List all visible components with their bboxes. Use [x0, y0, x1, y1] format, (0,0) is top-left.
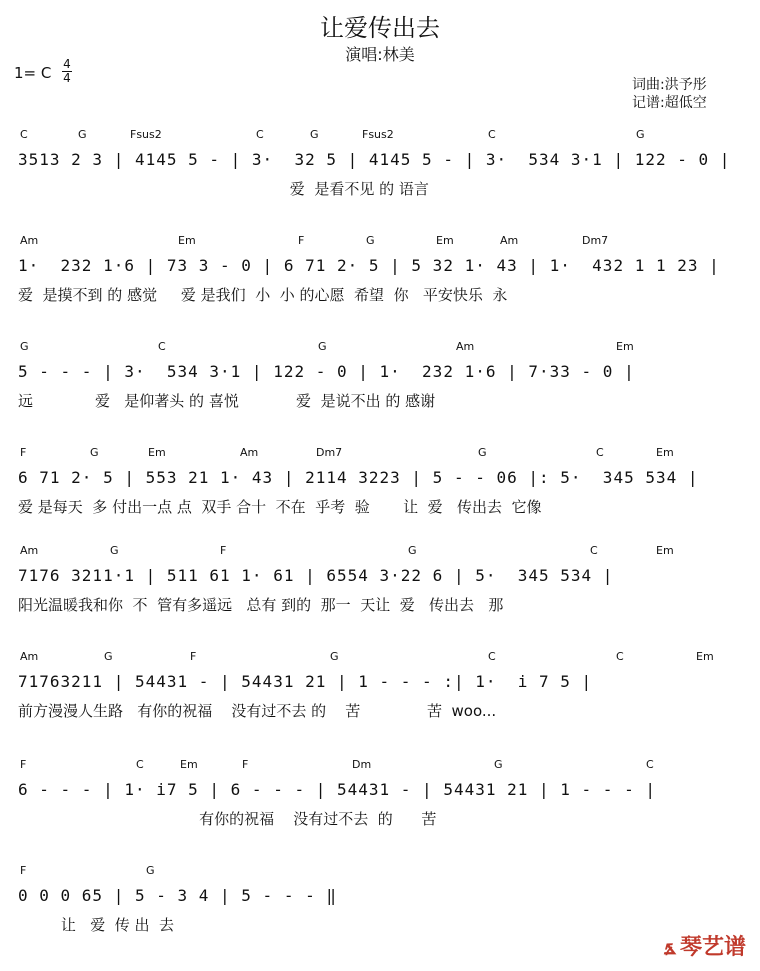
site-logo: [664, 930, 746, 961]
chord-symbol: G: [478, 446, 487, 459]
chord-symbol: Em: [616, 340, 634, 353]
lyric-line: 远 爱 是仰著头 的 喜悦 爱 是说不出 的 感谢: [18, 392, 436, 410]
lyric-line: 爱 是每天 多 付出一点 点 双手 合十 不在 乎考 验 让 爱 传出去 它像: [18, 498, 542, 516]
chord-symbol: F: [20, 758, 27, 771]
credits: [632, 76, 707, 112]
chord-symbol: G: [366, 234, 375, 247]
chord-symbol: Am: [20, 234, 39, 247]
notation-line: 6 - - - | 1· i7 5 | 6 - - - | 54431 - | 54431 21 | 1 - - - |: [18, 780, 656, 799]
chord-symbol: G: [494, 758, 503, 771]
key-signature: 1= C: [14, 64, 52, 82]
chord-symbol: C: [20, 128, 28, 141]
chord-symbol: G: [90, 446, 99, 459]
chord-symbol: F: [20, 446, 27, 459]
logo-icon: ⦩: [663, 934, 676, 960]
chord-symbol: C: [488, 128, 496, 141]
time-bottom: 4: [63, 71, 71, 85]
notation-line: 5 - - - | 3· 534 3·1 | 122 - 0 | 1· 232 1·6 | 7·33 - 0 |: [18, 362, 635, 381]
chord-symbol: C: [590, 544, 598, 557]
lyricist: 词曲:洪予彤: [632, 77, 707, 93]
chord-symbol: Em: [148, 446, 166, 459]
chord-symbol: C: [646, 758, 654, 771]
lyric-line: 爱 是看不见 的 语言: [18, 180, 429, 198]
transcriber: 记谱:超低空: [632, 95, 707, 111]
chord-symbol: Am: [20, 650, 39, 663]
notation-line: 6 71 2· 5 | 553 21 1· 43 | 2114 3223 | 5 - - 06 |: 5· 345 534 |: [18, 468, 699, 487]
chord-symbol: G: [146, 864, 155, 877]
chord-symbol: G: [310, 128, 319, 141]
chord-symbol: G: [330, 650, 339, 663]
song-title: 让爱传出去: [320, 14, 440, 42]
chord-symbol: Dm: [352, 758, 372, 771]
chord-symbol: Dm7: [582, 234, 609, 247]
chord-symbol: Em: [696, 650, 714, 663]
lyric-line: 爱 是摸不到 的 感觉 爱 是我们 小 小 的心愿 希望 你 平安快乐 永: [18, 286, 508, 304]
chord-symbol: G: [318, 340, 327, 353]
chord-symbol: Am: [500, 234, 519, 247]
chord-symbol: C: [158, 340, 166, 353]
lyric-line: 让 爱 传 出 去: [18, 916, 175, 934]
chord-symbol: Em: [436, 234, 454, 247]
chord-symbol: F: [190, 650, 197, 663]
lyric-line: 前方漫漫人生路 有你的祝福 没有过不去 的 苦 苦 woo...: [18, 702, 497, 720]
time-top: 4: [63, 57, 71, 71]
chord-symbol: Em: [180, 758, 198, 771]
time-signature: [62, 58, 72, 85]
chord-symbol: Fsus2: [130, 128, 162, 141]
chord-symbol: G: [110, 544, 119, 557]
chord-symbol: G: [20, 340, 29, 353]
notation-line: 3513 2 3 | 4145 5 - | 3· 32 5 | 4145 5 - | 3· 534 3·1 | 122 - 0 |: [18, 150, 731, 169]
notation-line: 0 0 0 65 | 5 - 3 4 | 5 - - - ‖: [18, 886, 337, 905]
chord-symbol: G: [78, 128, 87, 141]
chord-symbol: G: [408, 544, 417, 557]
lyric-line: 有你的祝福 没有过不去 的 苦: [18, 810, 437, 828]
chord-symbol: C: [596, 446, 604, 459]
chord-symbol: Am: [20, 544, 39, 557]
chord-symbol: Dm7: [316, 446, 343, 459]
chord-symbol: Em: [178, 234, 196, 247]
chord-symbol: C: [488, 650, 496, 663]
logo-text: 琴艺谱: [679, 935, 746, 960]
chord-symbol: C: [616, 650, 624, 663]
chord-symbol: G: [104, 650, 113, 663]
chord-symbol: Am: [456, 340, 475, 353]
chord-symbol: C: [256, 128, 264, 141]
singer-line: 演唱:林美: [345, 45, 415, 64]
notation-line: 7176 3211·1 | 511 61 1· 61 | 6554 3·22 6 | 5· 345 534 |: [18, 566, 614, 585]
chord-symbol: Am: [240, 446, 259, 459]
chord-symbol: Em: [656, 446, 674, 459]
chord-symbol: Fsus2: [362, 128, 394, 141]
chord-symbol: C: [136, 758, 144, 771]
chord-symbol: F: [220, 544, 227, 557]
chord-symbol: F: [20, 864, 27, 877]
chord-symbol: G: [636, 128, 645, 141]
chord-symbol: Em: [656, 544, 674, 557]
lyric-line: 阳光温暖我和你 不 管有多遥远 总有 到的 那一 天让 爱 传出去 那: [18, 596, 504, 614]
notation-line: 71763211 | 54431 - | 54431 21 | 1 - - - :| 1· i 7 5 |: [18, 672, 593, 691]
notation-line: 1· 232 1·6 | 73 3 - 0 | 6 71 2· 5 | 5 32 1· 43 | 1· 432 1 1 23 |: [18, 256, 720, 275]
chord-symbol: F: [242, 758, 249, 771]
chord-symbol: F: [298, 234, 305, 247]
